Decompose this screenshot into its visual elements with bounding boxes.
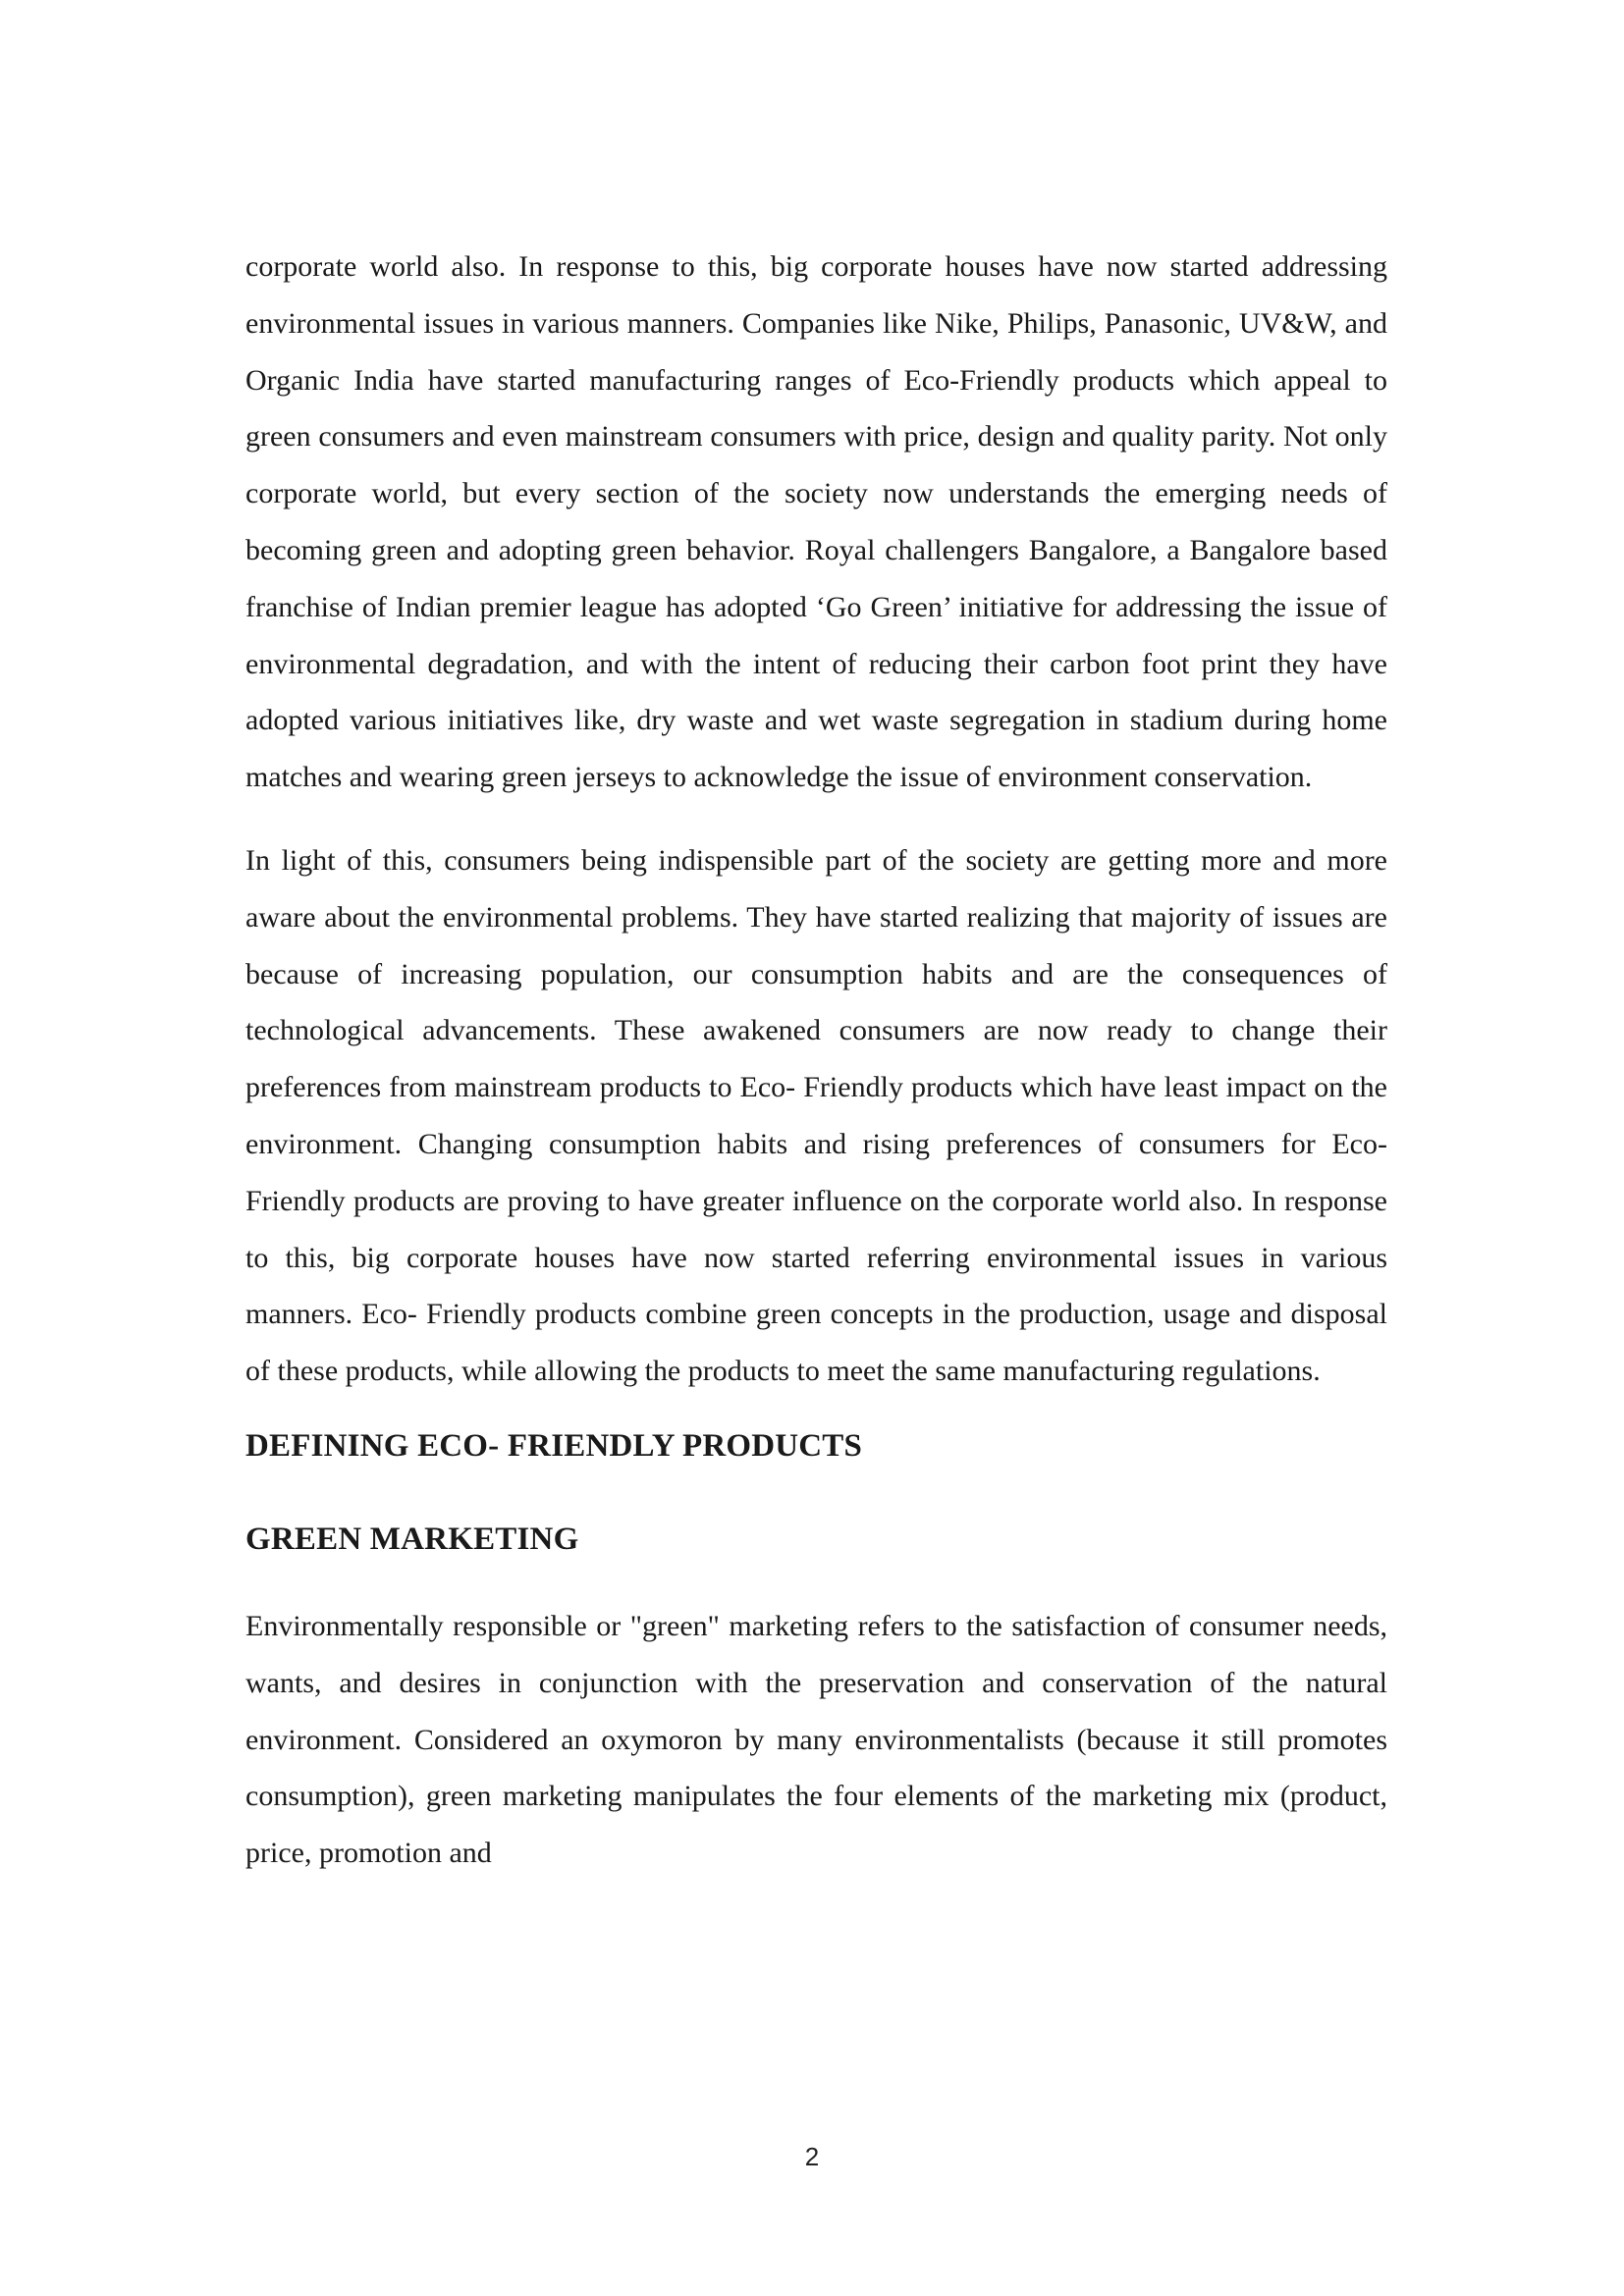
- body-paragraph: In light of this, consumers being indispensible part of the society are getting more and more aware about the environmental problems. They have started realizing that majority of issues are because of increasing population, our consumption habits and are the consequences of technological advancements. These awakened consumers are now ready to change their preferences from mainstream products to Eco- Friendly products which have least impact on the environment. Changing consumption habits and rising preferences of consumers for Eco- Friendly products are proving to have greater influence on the corporate world also. In response to this, big corporate houses have now started referring environmental issues in various manners. Eco- Friendly products combine green concepts in the production, usage and disposal of these products, while allowing the products to meet the same manufacturing regulations.: [245, 843, 1387, 1388]
- body-paragraph: corporate world also. In response to this, big corporate houses have now started addressing environmental issues in various manners. Companies like Nike, Philips, Panasonic, UV&W, and Organic India have started manufacturing ranges of Eco-Friendly products which appeal to green consumers and even mainstream consumers with price, design and quality parity. Not only corporate world, but every section of the society now understands the emerging needs of becoming green and adopting green behavior. Royal challengers Bangalore, a Bangalore based franchise of Indian premier league has adopted ‘Go Green’ initiative for addressing the issue of environmental degradation, and with the intent of reducing their carbon foot print they have adopted various initiatives like, dry waste and wet waste segregation in stadium during home matches and wearing green jerseys to acknowledge the issue of environment conservation.: [245, 250, 1387, 794]
- page-content: [245, 239, 1387, 1882]
- page-number: 2: [804, 2142, 820, 2171]
- body-paragraph: Environmentally responsible or "green" marketing refers to the satisfaction of consumer needs, wants, and desires in conjunction with the preservation and conservation of the natural environment. Considered an oxymoron by many environmentalists (because it still promotes consumption), green marketing manipulates the four elements of the marketing mix (product, price, promotion and: [245, 1609, 1387, 1870]
- section-heading: DEFINING ECO- FRIENDLY PRODUCTS: [245, 1427, 863, 1464]
- section-heading: GREEN MARKETING: [245, 1521, 579, 1557]
